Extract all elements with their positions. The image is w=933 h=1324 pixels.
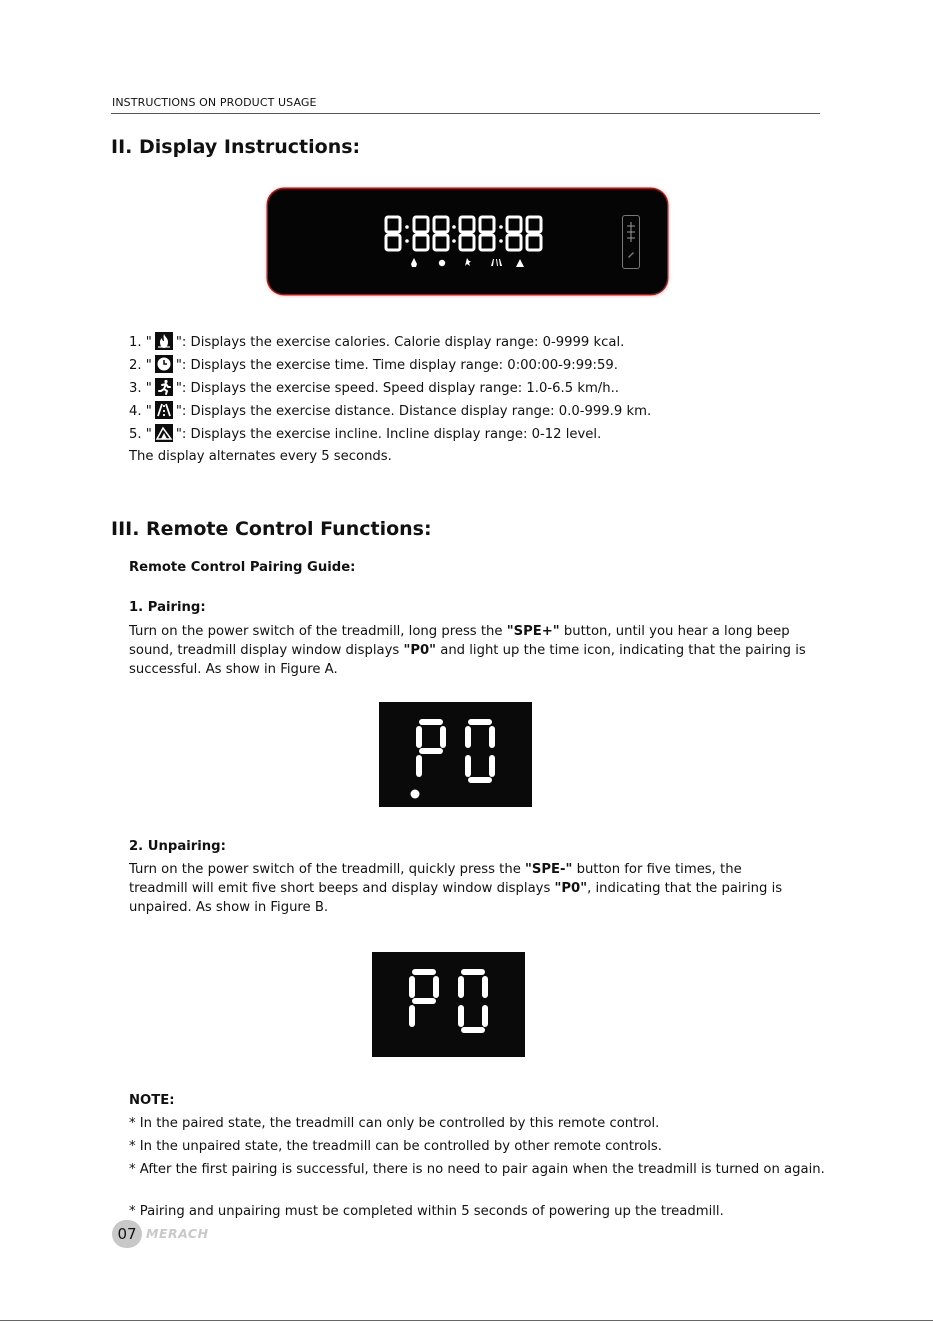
item-description: ": Displays the exercise incline. Incline display range: 0-12 level. xyxy=(175,427,602,442)
display-item-calories xyxy=(129,332,624,352)
page-header: INSTRUCTIONS ON PRODUCT USAGE xyxy=(112,96,317,109)
pairing-title: 1. Pairing: xyxy=(129,600,206,615)
console-side-panel xyxy=(622,215,640,269)
display-item-speed xyxy=(129,378,619,398)
item-number: 3. " xyxy=(129,381,152,396)
page-number: 07 xyxy=(112,1220,142,1248)
console-clock-icon xyxy=(439,260,445,266)
display-item-distance xyxy=(129,401,651,421)
spe-minus-label: "SPE-" xyxy=(525,862,573,877)
console-runner-icon xyxy=(465,258,471,266)
pairing-text: button, until you hear a long beep sound, treadmill display window displays xyxy=(129,624,790,658)
calorie-flame-icon xyxy=(155,332,173,350)
item-number: 2. " xyxy=(129,358,152,373)
console-mountain-icon xyxy=(516,259,524,267)
display-alternates-note: The display alternates every 5 seconds. xyxy=(129,449,392,464)
console-segment-digits xyxy=(383,214,549,254)
unpairing-paragraph xyxy=(129,860,801,917)
note-line: * After the first pairing is successful, there is no need to pair again when the treadmill is turned on again. xyxy=(129,1162,825,1177)
display-item-incline xyxy=(129,424,601,444)
p0-label: "P0" xyxy=(554,881,588,896)
item-number: 5. " xyxy=(129,427,152,442)
spe-plus-label: "SPE+" xyxy=(506,624,560,639)
console-key-icon xyxy=(628,252,634,258)
remote-section-heading: III. Remote Control Functions: xyxy=(111,518,432,540)
display-section-heading: II. Display Instructions: xyxy=(111,136,361,158)
clock-icon xyxy=(155,355,173,373)
figure-a-p0-display xyxy=(379,702,532,807)
item-description: ": Displays the exercise calories. Calorie display range: 0-9999 kcal. xyxy=(175,335,625,350)
pairing-text: Turn on the power switch of the treadmill, long press the xyxy=(129,624,507,639)
console-indicator-icons xyxy=(405,256,535,268)
item-number: 4. " xyxy=(129,404,152,419)
figure-a-clock-icon xyxy=(411,790,420,799)
console-flame-icon xyxy=(411,258,417,267)
mountain-incline-icon xyxy=(155,424,173,442)
display-item-time xyxy=(129,355,618,375)
road-distance-icon xyxy=(155,401,173,419)
pairing-text: and light up the time icon, indicating that the pairing is successful. As show in Figure A. xyxy=(129,643,806,677)
note-title: NOTE: xyxy=(129,1093,175,1108)
note-line: * In the unpaired state, the treadmill can be controlled by other remote controls. xyxy=(129,1139,662,1154)
p0-label: "P0" xyxy=(403,643,437,658)
page-bottom-rule xyxy=(0,1320,933,1321)
runner-speed-icon xyxy=(155,378,173,396)
note-line: * Pairing and unpairing must be completed within 5 seconds of powering up the treadmill. xyxy=(129,1204,724,1219)
console-road-icon xyxy=(491,259,502,266)
unpairing-text: button for five times, the treadmill will emit five short beeps and display window displays xyxy=(129,862,742,896)
unpairing-title: 2. Unpairing: xyxy=(129,839,226,854)
unpairing-text: , indicating that the pairing is unpaired. As show in Figure B. xyxy=(129,881,783,915)
item-description: ": Displays the exercise distance. Distance display range: 0.0-999.9 km. xyxy=(175,404,652,419)
item-description: ": Displays the exercise speed. Speed display range: 1.0-6.5 km/h.. xyxy=(175,381,619,396)
unpairing-text: Turn on the power switch of the treadmill, quickly press the xyxy=(129,862,525,877)
item-number: 1. " xyxy=(129,335,152,350)
pairing-guide-title: Remote Control Pairing Guide: xyxy=(129,560,356,575)
note-line: * In the paired state, the treadmill can only be controlled by this remote control. xyxy=(129,1116,660,1131)
pairing-paragraph xyxy=(129,622,809,679)
item-description: ": Displays the exercise time. Time display range: 0:00:00-9:99:59. xyxy=(175,358,618,373)
figure-b-p0-display xyxy=(372,952,525,1057)
header-divider xyxy=(111,113,820,114)
brand-logo: MERACH xyxy=(146,1226,209,1241)
